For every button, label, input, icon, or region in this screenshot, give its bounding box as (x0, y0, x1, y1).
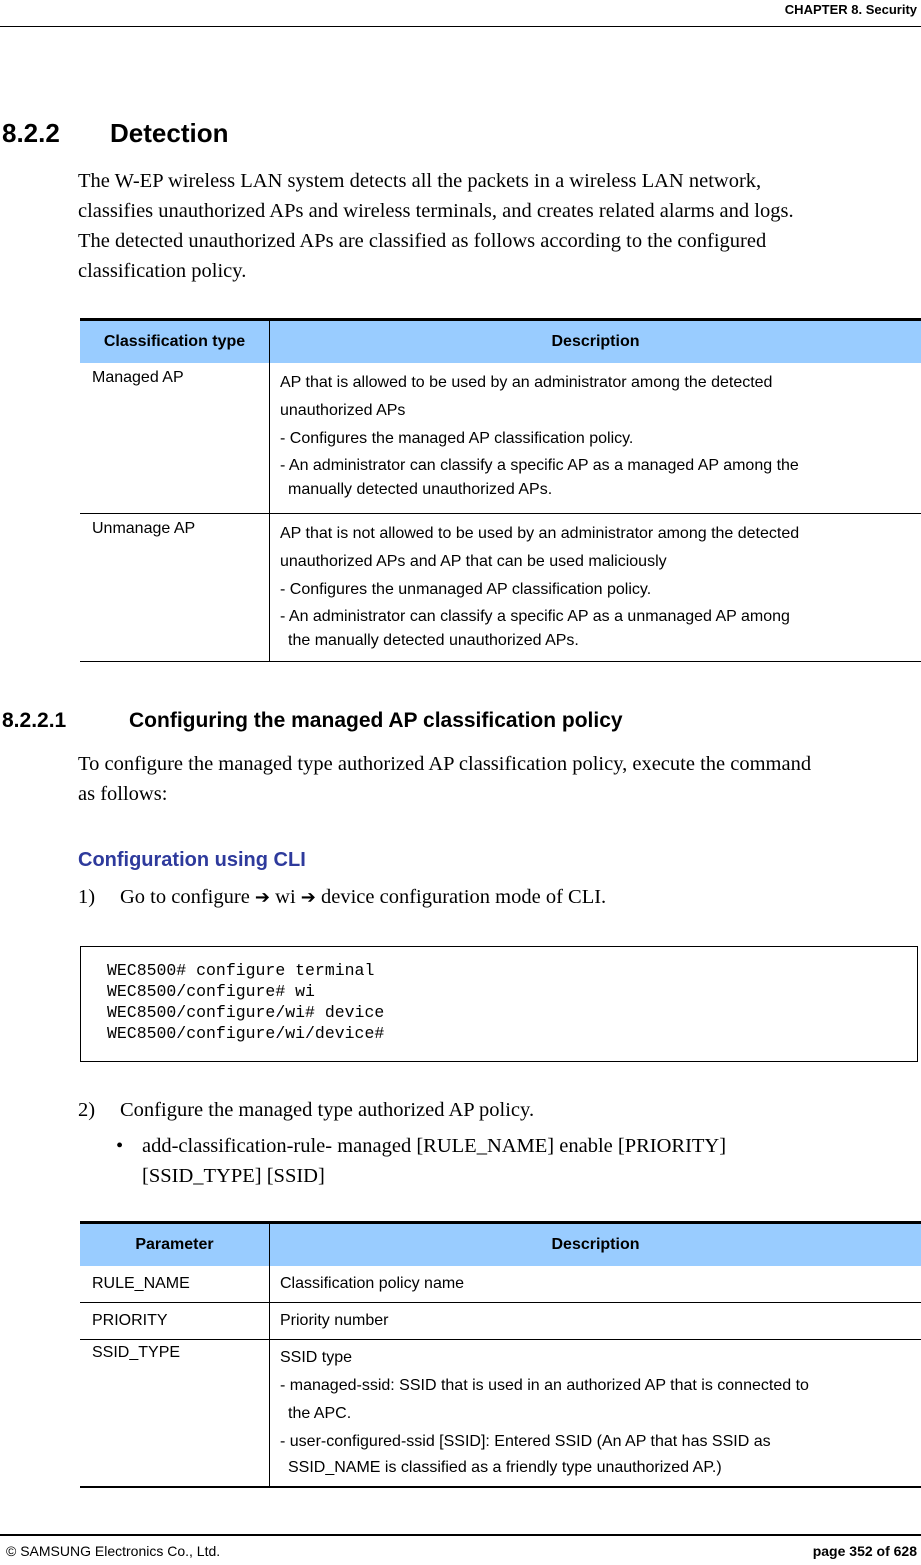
parameter-table (80, 1221, 921, 1488)
step-number: 1) (78, 886, 96, 908)
subsection-number: 8.2.2.1 (2, 709, 67, 732)
description-line: - user-configured-ssid [SSID]: Entered SSID (An AP that has SSID as (280, 1433, 771, 1450)
table-row (80, 1266, 921, 1303)
description-line: - Configures the managed AP classification policy. (280, 430, 634, 447)
parameter-cell: PRIORITY (80, 1303, 270, 1340)
description-cell (270, 1340, 921, 1488)
bullet-icon: • (116, 1135, 124, 1157)
description-line: manually detected unauthorized APs. (288, 481, 553, 498)
description-line: SSID_NAME is classified as a friendly type unauthorized AP.) (288, 1459, 722, 1476)
description-cell (270, 363, 921, 514)
subsection-title-text: Configuring the managed AP classification policy (129, 709, 623, 732)
intro-paragraph (78, 166, 794, 286)
code-line: WEC8500/configure/wi/device# (107, 1024, 385, 1043)
cli-heading: Configuration using CLI (78, 849, 306, 871)
chapter-header: CHAPTER 8. Security (784, 2, 917, 17)
step-text: Go to configure (120, 886, 255, 908)
section-title-text: Detection (110, 118, 229, 148)
classification-type-cell: Managed AP (80, 363, 270, 514)
description-line: - managed-ssid: SSID that is used in an authorized AP that is connected to (280, 1377, 809, 1394)
code-line: WEC8500/configure/wi# device (107, 1003, 385, 1022)
table-row (80, 1303, 921, 1340)
subsection-intro (78, 749, 811, 809)
table-header-description: Description (270, 1223, 921, 1267)
table-row (80, 514, 921, 662)
intro-line: The W-EP wireless LAN system detects all the packets in a wireless LAN network, (78, 170, 762, 192)
section-title (2, 118, 228, 149)
footer-page-number: page 352 of 628 (812, 1543, 917, 1559)
subsection-title (2, 709, 623, 733)
code-line: WEC8500/configure# wi (107, 982, 315, 1001)
subsection-intro-line: as follows: (78, 783, 168, 805)
intro-line: The detected unauthorized APs are classified as follows according to the configured (78, 230, 767, 252)
table-row (80, 363, 921, 514)
description-line: SSID type (280, 1349, 353, 1366)
subsection-intro-line: To configure the managed type authorized AP classification policy, execute the command (78, 753, 812, 775)
description-cell: Priority number (280, 1312, 389, 1329)
description-line: AP that is not allowed to be used by an administrator among the detected (280, 525, 800, 542)
command-syntax: add-classification-rule- managed [RULE_NAME] enable [PRIORITY] (142, 1135, 727, 1157)
command-bullet (116, 1131, 726, 1191)
table-header-parameter: Parameter (80, 1223, 270, 1267)
intro-line: classifies unauthorized APs and wireless terminals, and creates related alarms and logs. (78, 200, 794, 222)
step-text: wi (270, 886, 301, 908)
table-header-classification-type: Classification type (80, 320, 270, 364)
description-line: - An administrator can classify a specific AP as a unmanaged AP among (280, 608, 790, 625)
classification-type-cell: Unmanage AP (80, 514, 270, 662)
description-line: the manually detected unauthorized APs. (288, 632, 579, 649)
footer-copyright: © SAMSUNG Electronics Co., Ltd. (6, 1543, 221, 1559)
step-text: Configure the managed type authorized AP policy. (120, 1099, 535, 1121)
description-line: AP that is allowed to be used by an administrator among the detected (280, 374, 773, 391)
description-line: - An administrator can classify a specific AP as a managed AP among the (280, 457, 799, 474)
description-line: - Configures the unmanaged AP classification policy. (280, 581, 652, 598)
description-cell (270, 514, 921, 662)
arrow-right-icon: ➔ (254, 887, 271, 908)
step-number: 2) (78, 1099, 96, 1121)
parameter-cell: RULE_NAME (80, 1266, 270, 1303)
table-row (80, 1340, 921, 1488)
header-rule (0, 26, 921, 27)
description-line: the APC. (288, 1405, 352, 1422)
footer-rule (0, 1534, 921, 1536)
intro-line: classification policy. (78, 260, 247, 282)
command-syntax: [SSID_TYPE] [SSID] (142, 1165, 325, 1187)
parameter-cell: SSID_TYPE (80, 1340, 270, 1488)
description-line: unauthorized APs and AP that can be used maliciously (280, 553, 667, 570)
description-cell: Classification policy name (280, 1275, 465, 1292)
description-line: unauthorized APs (280, 402, 406, 419)
code-line: WEC8500# configure terminal (107, 961, 375, 980)
step-2 (78, 1099, 534, 1122)
arrow-right-icon: ➔ (300, 887, 316, 908)
table-header-description: Description (270, 320, 921, 364)
cli-code-block (80, 946, 918, 1062)
step-text: device configuration mode of CLI. (315, 886, 607, 908)
step-1 (78, 886, 606, 909)
classification-table (80, 318, 921, 662)
section-number: 8.2.2 (2, 118, 60, 148)
